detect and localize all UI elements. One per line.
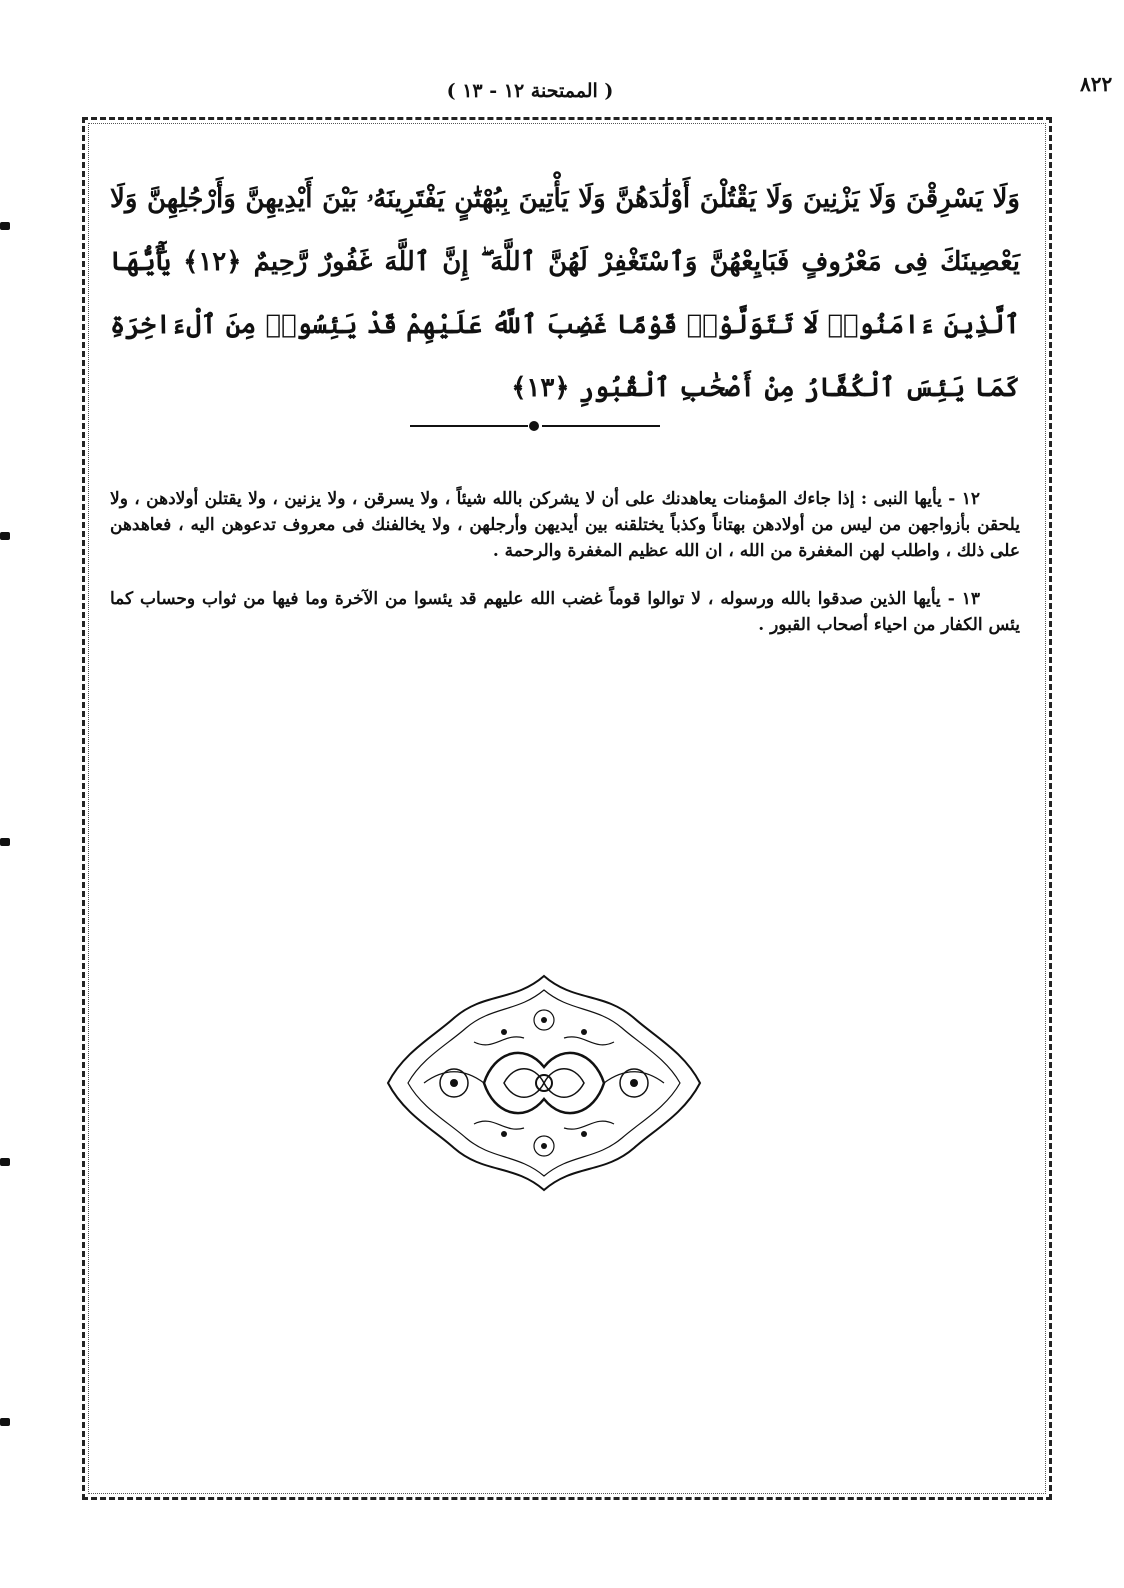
section-divider <box>410 420 660 432</box>
commentary-verse-13: ١٣ - يأيها الذين صدقوا بالله ورسوله ، لا توالوا قوماً غضب الله عليهم قد يئسوا من الآخرة وما فيها من ثواب وحساب كما يئس الكفار من احياء أصحاب القبور . <box>110 589 1020 635</box>
arabesque-floral-ornament-icon <box>384 972 704 1194</box>
divider-dot-icon <box>529 421 539 431</box>
margin-mark <box>0 838 10 846</box>
page-number: ٨٢٢ <box>1080 72 1113 96</box>
margin-mark <box>0 1158 10 1166</box>
divider-line-left <box>410 425 528 427</box>
margin-mark <box>0 1418 10 1426</box>
commentary-verse-12: ١٢ - يأيها النبى : إذا جاءك المؤمنات يعاهدنك على أن لا يشركن بالله شيئاً ، ولا يسرقن ، ولا يزنين ، ولا يقتلن أولادهن ، ولا يلحقن بأزواجهن من ليس من أولادهن بهتاناً وكذباً يختلقنه بين أيديهن وأرجلهن ، ولا يخالفنك فى معروف تدعوهن اليه ، فعاهدهن على ذلك ، واطلب لهن المغفرة من الله ، ان الله عظيم المغفرة والرحمة . <box>110 489 1020 561</box>
quran-verses: وَلَا يَسْرِقْنَ وَلَا يَزْنِينَ وَلَا يَقْتُلْنَ أَوْلَٰدَهُنَّ وَلَا يَأْتِينَ بِبُهْتَٰنٍ يَفْتَرِينَهُۥ بَيْنَ أَيْدِيهِنَّ وَأَرْجُلِهِنَّ وَلَا يَعْصِينَكَ فِى مَعْرُوفٍ فَبَايِعْهُنَّ وَٱسْتَغْفِرْ لَهُنَّ ٱللَّهَ ۖ إِنَّ ٱللَّهَ غَفُورٌ رَّحِيمٌ ﴿١٢﴾ يَٰٓأَيُّهَا ٱلَّذِينَ ءَامَنُوا۟ لَا تَتَوَلَّوْا۟ قَوْمًا غَضِبَ ٱللَّهُ عَلَيْهِمْ قَدْ يَئِسُوا۟ مِنَ ٱلْءَاخِرَةِ كَمَا يَئِسَ ٱلْكُفَّارُ مِنْ أَصْحَٰبِ ٱلْقُبُورِ ﴿١٣﴾ <box>110 184 1020 403</box>
commentary <box>110 486 1020 660</box>
margin-mark <box>0 532 10 540</box>
divider-line-right <box>542 425 660 427</box>
margin-mark <box>0 222 10 230</box>
running-header: ( الممتحنة ١٢ - ١٣ ) <box>446 80 614 102</box>
